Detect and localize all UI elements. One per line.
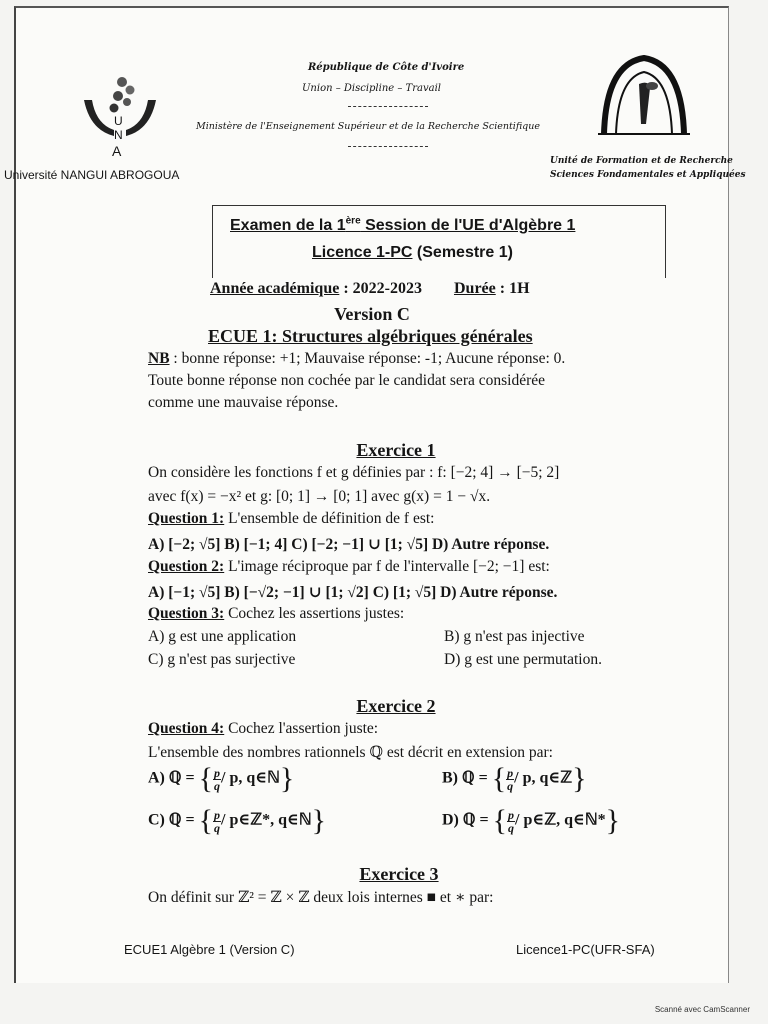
footer-right: Licence1-PC(UFR-SFA) [516,942,655,957]
divider-2 [348,146,428,147]
question-4-option-b[interactable]: B) ℚ = { $\frac{p}{q}$ / p, q∈ℤ} [442,762,587,795]
logo-letter-u: U [114,114,123,128]
logo-letter-n: N [114,128,123,142]
question-4-option-c[interactable]: C) ℚ = { $\frac{p}{q}$ / p∈ℤ*, q∈ℕ} [148,804,327,837]
nb-line-3: comme une mauvaise réponse. [148,394,339,411]
logo-letter-a: A [112,143,122,159]
republic-line: République de Côte d'Ivoire [308,62,465,73]
exam-title-line-2: Licence 1-PC (Semestre 1) [312,244,513,261]
question-1: Question 1: L'ensemble de définition de f est: [148,510,435,527]
ex3-intro: On définit sur ℤ² = ℤ × ℤ deux lois internes ■ et ∗ par: [148,889,494,906]
question-3-option-d[interactable]: D) g est une permutation. [444,651,602,668]
version-label: Version C [334,304,410,324]
ufr-arch-logo-icon [594,54,694,140]
ufr-line-1: Unité de Formation et de Recherche [550,156,733,166]
ex1-intro-1: On considère les fonctions f et g définies par : f: [−2; 4] → [−5; 2] [148,464,560,481]
exercise-3-title: Exercice 3 [359,864,439,884]
question-4-intro: L'ensemble des nombres rationnels ℚ est décrit en extension par: [148,744,553,761]
nb-line-1: NB : bonne réponse: +1; Mauvaise réponse: -1; Aucune réponse: 0. [148,350,566,367]
exam-title-line-1: Examen de la 1ère Session de l'UE d'Algèbre 1 [230,216,576,235]
nb-line-2: Toute bonne réponse non cochée par le candidat sera considérée [148,372,545,389]
question-3-option-a[interactable]: A) g est une application [148,628,297,645]
question-4: Question 4: Cochez l'assertion juste: [148,720,379,737]
scanner-watermark: Scanné avec CamScanner [654,1005,750,1014]
ministry-line: Ministère de l'Enseignement Supérieur et de la Recherche Scientifique [196,121,540,132]
question-3-option-b[interactable]: B) g n'est pas injective [444,628,585,645]
question-2-options[interactable]: A) [−1; √5] B) [−√2; −1] ∪ [1; √2] C) [1; √5] D) Autre réponse. [148,584,558,601]
exercise-2-title: Exercice 2 [356,696,436,716]
ufr-line-2: Sciences Fondamentales et Appliquées [550,170,746,180]
motto-line: Union – Discipline – Travail [302,83,441,94]
ex1-intro-2: avec f(x) = −x² et g: [0; 1] → [0; 1] avec g(x) = 1 − √x. [148,488,491,505]
exercise-1-title: Exercice 1 [356,440,436,460]
question-3-option-c[interactable]: C) g n'est pas surjective [148,651,296,668]
question-4-option-d[interactable]: D) ℚ = { $\frac{p}{q}$ / p∈ℤ, q∈ℕ*} [442,804,621,837]
question-1-options[interactable]: A) [−2; √5] B) [−1; 4] C) [−2; −1] ∪ [1; √5] D) Autre réponse. [148,536,550,553]
question-3: Question 3: Cochez les assertions justes: [148,605,405,622]
exam-page [4,6,746,983]
university-name: Université NANGUI ABROGOUA [4,168,180,182]
question-4-option-a[interactable]: A) ℚ = { $\frac{p}{q}$ / p, q∈ℕ} [148,762,295,795]
divider-1 [348,106,428,107]
ecue-heading: ECUE 1: Structures algébriques générales [208,326,533,346]
academic-year: Année académique : 2022-2023 Durée : 1H [210,280,530,297]
footer-left: ECUE1 Algèbre 1 (Version C) [124,942,295,957]
question-2: Question 2: L'image réciproque par f de l'intervalle [−2; −1] est: [148,558,550,575]
